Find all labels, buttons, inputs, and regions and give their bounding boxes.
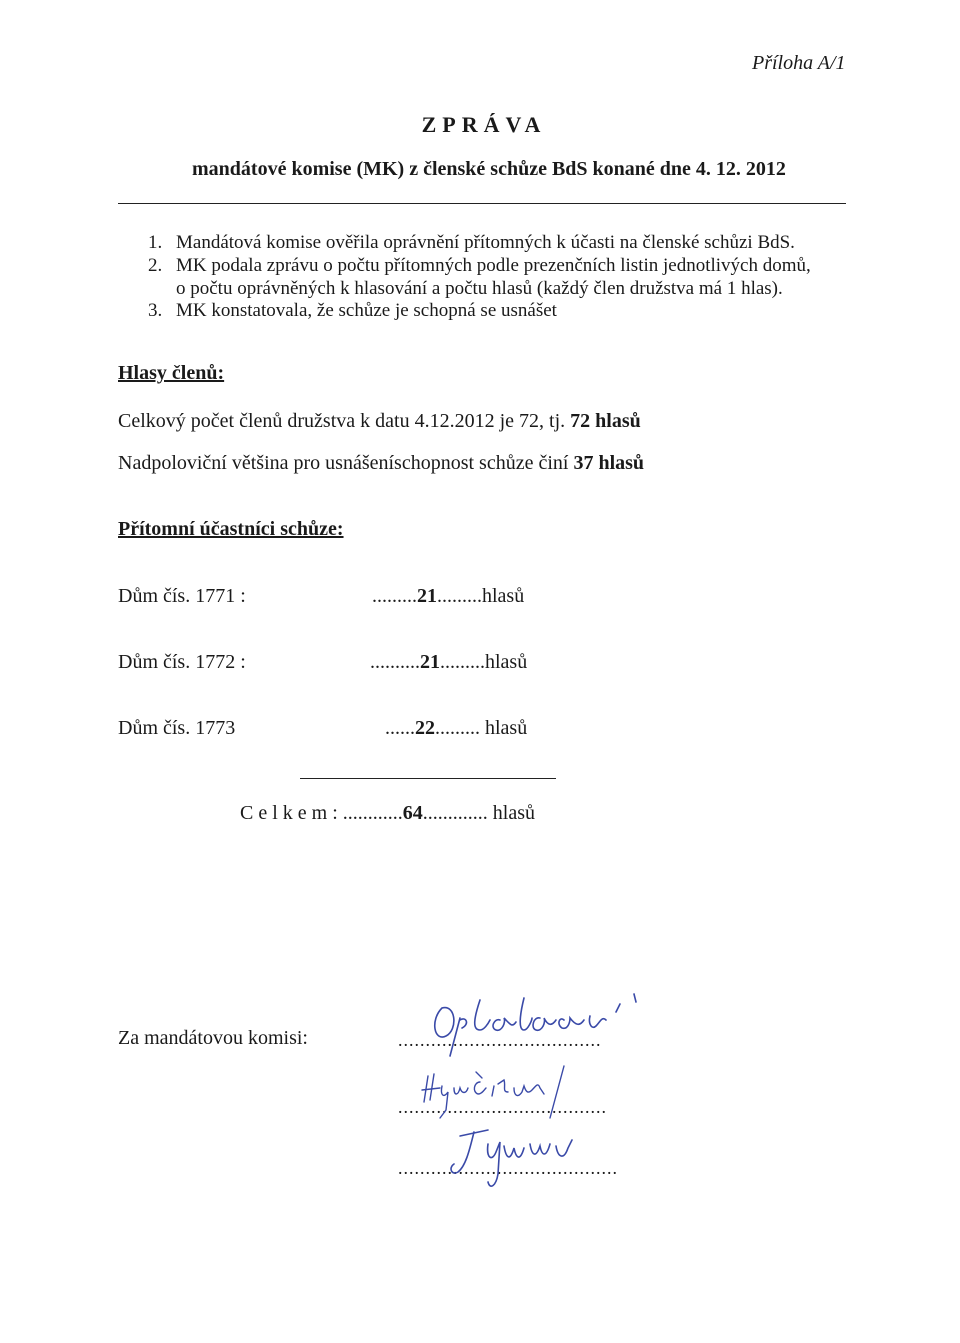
votes-heading: Hlasy členů: — [118, 362, 225, 384]
total-members-votes: 72 hlasů — [570, 410, 641, 432]
document-title: ZPRÁVA — [421, 112, 547, 137]
total-line — [240, 802, 535, 825]
item-number: 1. — [148, 232, 163, 253]
total-divider — [300, 778, 556, 779]
majority-line — [118, 452, 644, 475]
annex-label: Příloha A/1 — [752, 52, 846, 74]
present-heading: Přítomní účastníci schůze: — [118, 518, 344, 540]
item-number: 3. — [148, 300, 163, 321]
total-members-text: Celkový počet členů družstva k datu 4.12.2012 je 72, tj. — [118, 410, 571, 432]
signature-line: ...................................... — [398, 1097, 607, 1117]
item-text: o počtu oprávněných k hlasování a počtu hlasů (každý člen družstva má 1 hlas). — [176, 278, 783, 299]
signature-tyjmova — [440, 1118, 600, 1198]
signature-line: ........................................ — [398, 1158, 618, 1178]
signature-hyncicova — [410, 1052, 610, 1122]
vote-unit: .........hlasů — [437, 585, 525, 607]
house-votes — [385, 717, 527, 740]
house-label: Dům čís. 1773 — [118, 717, 236, 739]
vote-unit: .........hlasů — [440, 651, 528, 673]
signature-label: Za mandátovou komisi: — [118, 1027, 308, 1049]
total-vote-count: 64 — [402, 802, 423, 824]
house-votes — [370, 651, 527, 674]
house-vote-count: 21 — [420, 651, 440, 673]
majority-votes: 37 hlasů — [573, 452, 645, 474]
item-text: MK podala zprávu o počtu přítomných podle prezenčních listin jednotlivých domů, — [176, 255, 811, 276]
dot-leader: ............ — [342, 802, 403, 824]
dot-leader: .......... — [370, 651, 420, 673]
signature-line: ..................................... — [398, 1030, 602, 1050]
dot-leader: ...... — [385, 717, 415, 739]
signature-opletalova — [420, 990, 660, 1060]
list-item — [148, 300, 557, 322]
house-vote-count: 21 — [417, 585, 437, 607]
item-text: Mandátová komise ověřila oprávnění přítomných k účasti na členské schůzi BdS. — [176, 232, 795, 253]
house-label: Dům čís. 1772 : — [118, 651, 246, 673]
document-subtitle: mandátové komise (MK) z členské schůze BdS konané dne 4. 12. 2012 — [192, 158, 786, 180]
dot-leader: ......... — [372, 585, 417, 607]
divider — [118, 203, 846, 204]
vote-unit: ............. hlasů — [422, 802, 535, 824]
house-label: Dům čís. 1771 : — [118, 585, 246, 607]
vote-unit: ......... hlasů — [435, 717, 528, 739]
list-item — [148, 232, 795, 254]
list-item — [148, 255, 811, 277]
majority-text: Nadpoloviční většina pro usnášeníschopnost schůze činí — [118, 452, 574, 474]
item-text: MK konstatovala, že schůze je schopná se usnášet — [176, 300, 557, 321]
total-label: C e l k e m : — [240, 802, 343, 824]
house-vote-count: 22 — [415, 717, 435, 739]
list-item-continuation — [176, 278, 783, 300]
item-number: 2. — [148, 255, 163, 276]
total-members-line — [118, 410, 641, 433]
house-votes — [372, 585, 524, 608]
